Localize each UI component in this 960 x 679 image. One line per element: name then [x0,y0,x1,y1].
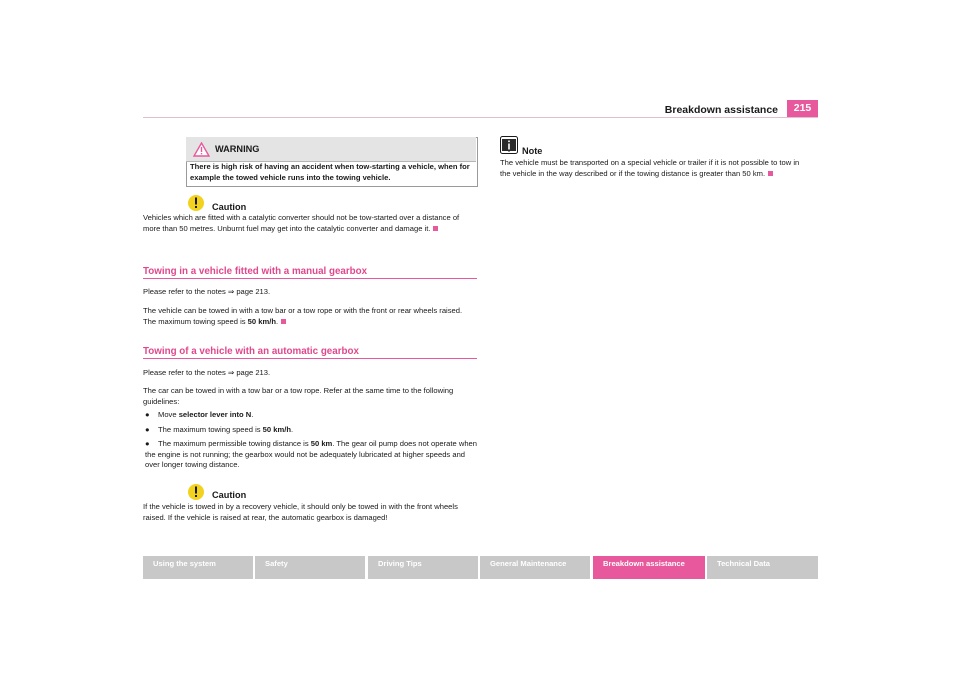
manual-text: The vehicle can be towed in with a tow bar or a tow rope or with the front or rear wheels raised. The maximum towing speed is 50 km/h. [143,306,463,326]
tab-driving-tips[interactable]: Driving Tips [368,556,478,579]
tab-technical-data[interactable]: Technical Data [707,556,818,579]
automatic-ref: Please refer to the notes ⇒ page 213. [143,368,271,377]
tab-using-the-system[interactable]: Using the system [143,556,253,579]
bullet-icon: ● [145,410,150,419]
note-text: The vehicle must be transported on a special vehicle or trailer if it is not possible to tow in the vehicle in the way described or if the towing distance is greater than 50 km. [500,158,800,178]
automatic-heading: Towing of a vehicle with an automatic gearbox [143,346,359,357]
caution-title: Caution [212,202,247,212]
caution-title: Caution [212,490,247,500]
automatic-heading-rule [143,358,477,359]
caution-icon [187,194,205,212]
tab-safety[interactable]: Safety [255,556,365,579]
note-title: Note [522,146,543,156]
list-item: ● The maximum permissible towing distance is 50 km. The gear oil pump does not operate when the engine is not running; the gearbox would not be adequately lubricated at higher speeds and over longer towing distance. [145,439,477,469]
manual-ref: Please refer to the notes ⇒ page 213. [143,287,271,296]
manual-heading-rule [143,278,477,279]
list-item: ● Move selector lever into N. [145,410,254,419]
warning-title: WARNING [215,144,260,154]
tab-breakdown-assistance[interactable]: Breakdown assistance [593,556,705,579]
page-number: 215 [787,100,818,117]
warning-text: There is high risk of having an accident when tow-starting a vehicle, when for example the towed vehicle runs into the towing vehicle. [190,162,470,182]
header-rule [143,117,818,118]
section-title: Breakdown assistance [664,104,778,116]
note-info-icon [500,136,518,154]
list-item: ● The maximum towing speed is 50 km/h. [145,425,294,434]
bullet-icon: ● [145,439,150,448]
warning-triangle-icon [193,142,210,157]
manual-heading: Towing in a vehicle fitted with a manual gearbox [143,266,368,277]
caution-text: If the vehicle is towed in by a recovery vehicle, it should only be towed in with the front wheels raised. If the vehicle is raised at rear, the automatic gearbox is damaged! [143,502,458,522]
end-mark [433,226,438,231]
tab-general-maintenance[interactable]: General Maintenance [480,556,590,579]
end-mark [768,171,773,176]
bullet-icon: ● [145,425,150,434]
automatic-intro: The car can be towed in with a tow bar or a tow rope. Refer at the same time to the following guidelines: [143,386,454,406]
end-mark [281,319,286,324]
caution-text: Vehicles which are fitted with a catalytic converter should not be tow-started over a distance of more than 50 metres. Unburnt fuel may get into the catalytic converter and damage it. [143,213,460,233]
caution-icon [187,483,205,501]
